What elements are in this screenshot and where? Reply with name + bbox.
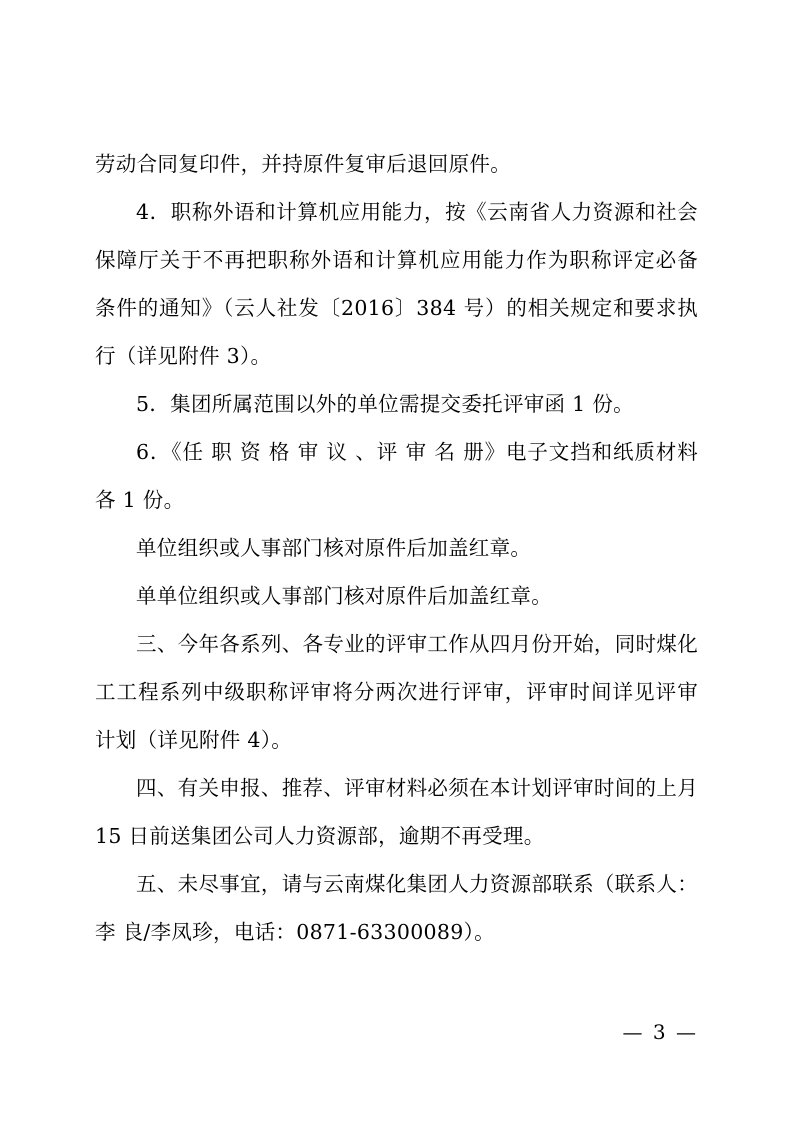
paragraph-seal-note-2: 单单位组织或人事部门核对原件后加盖红章。	[136, 584, 552, 608]
paragraph-continuation: 劳动合同复印件，并持原件复审后退回原件。	[95, 152, 511, 176]
page-number: — 3 —	[622, 1020, 698, 1044]
paragraph-item-5: 5．集团所属范围以外的单位需提交委托评审函 1 份。	[136, 392, 634, 416]
paragraph-seal-note-1: 单位组织或人事部门核对原件后加盖红章。	[136, 536, 532, 560]
document-body	[95, 140, 698, 956]
paragraph-item-6: 6．《任 职 资 格 审 议 、评 审 名 册》电子文挡和纸质材料各 1 份。	[95, 440, 698, 512]
paragraph-item-4: 4．职称外语和计算机应用能力，按《云南省人力资源和社会保障厅关于不再把职称外语和计算机应用能力作为职称评定必备条件的通知》（云人社发〔2016〕384 号）的相关规定和要求执行（详见附件 3）。	[95, 200, 698, 368]
paragraph-section-five: 五、未尽事宜，请与云南煤化集团人力资源部联系（联系人：李 良/李凤珍，电话：0871-63300089）。	[95, 872, 698, 944]
paragraph-section-three: 三、今年各系列、各专业的评审工作从四月份开始，同时煤化工工程系列中级职称评审将分两次进行评审，评审时间详见评审计划（详见附件 4）。	[95, 632, 698, 752]
paragraph-section-four: 四、有关申报、推荐、评审材料必须在本计划评审时间的上月 15 日前送集团公司人力资源部，逾期不再受理。	[95, 776, 698, 848]
